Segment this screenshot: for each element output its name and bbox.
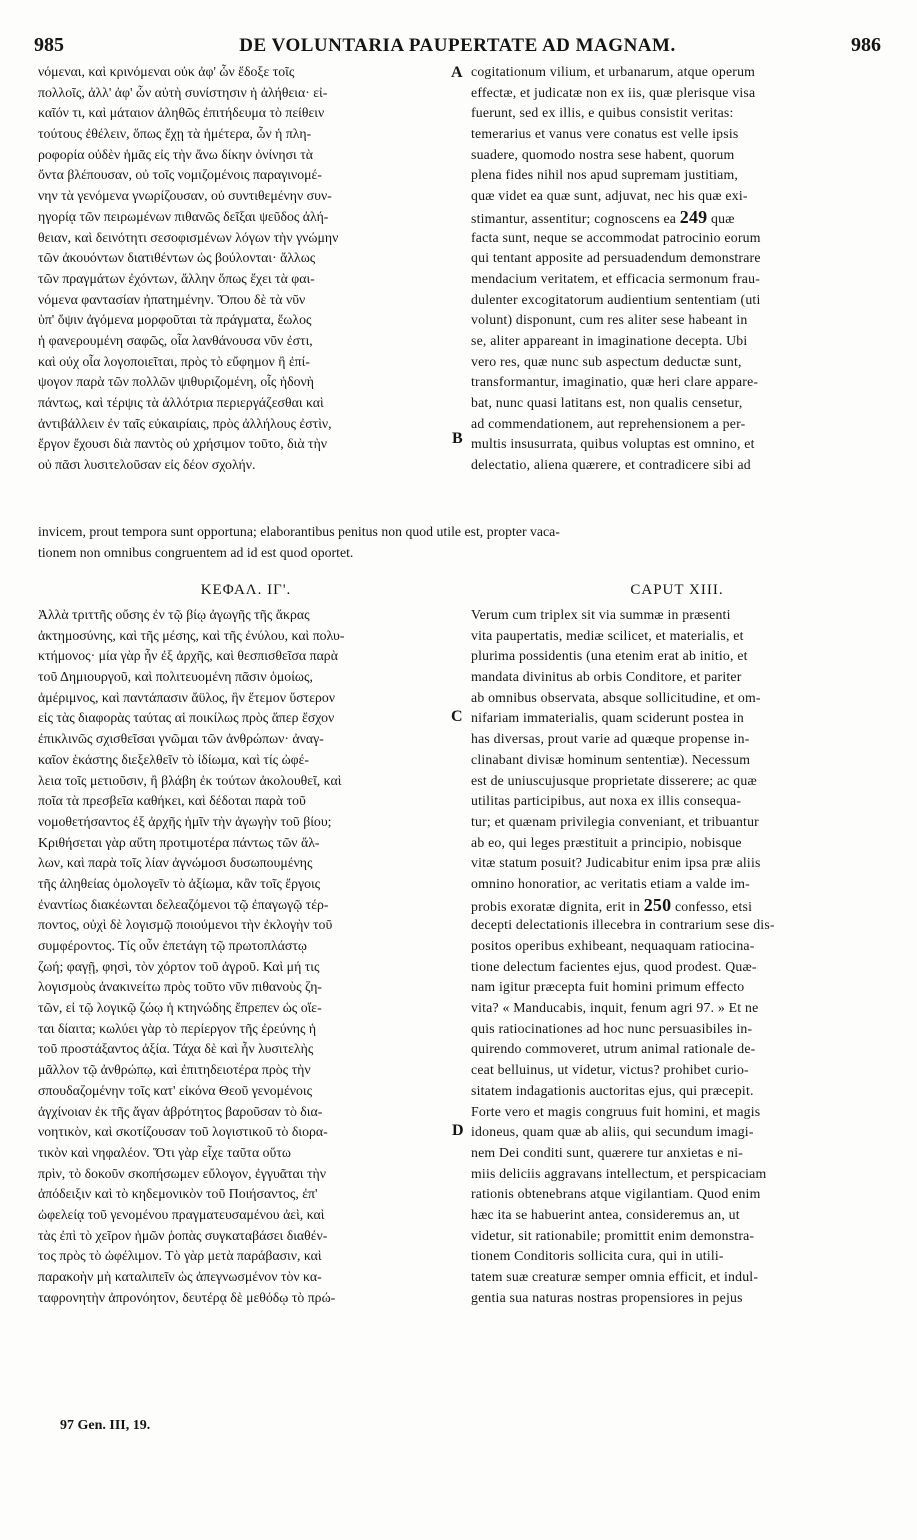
greek-text-line: καῖόν τι, καὶ μάταιον ἀληθῶς ἐπιτήδευμα τὸ πείθειν	[38, 105, 325, 121]
latin-column-top	[471, 62, 883, 522]
latin-text-line: plurima possidentis (una etenim erat ab initio, et	[471, 648, 748, 664]
column-number-250-trailing-text: confesso, etsi	[671, 898, 753, 914]
greek-chapter-caption: ΚΕΦΑΛ. ΙΓ'.	[200, 582, 292, 598]
latin-text-line: gentia sua naturas nostras propensiores in pejus	[471, 1289, 743, 1305]
greek-text-line: κτήμονος· μία γὰρ ἦν ἐξ ἀρχῆς, καὶ θεσπισθεῖσα παρὰ	[38, 648, 338, 664]
running-header	[34, 34, 881, 64]
latin-text-line: probis exoratæ dignita, erit in 250 confesso, etsi	[471, 894, 753, 915]
latin-text-line: tione delectum facientes ejus, quod prodest. Quæ-	[471, 958, 757, 974]
latin-text-line: clinabant divisæ hominum sententiæ). Necessum	[471, 751, 751, 767]
greek-text-line: ἐναντίως διακέωνται δελεαζόμενοι τῷ ἐπαγωγῷ τέρ-	[38, 896, 329, 912]
greek-text-line: ἐπικλινῶς σχισθεῖσαι γνῶμαι τῶν ἀνθρώπων· ἀναγ-	[38, 731, 324, 747]
latin-text-line: tur; et quænam privilegia conveniant, et tribuantur	[471, 813, 759, 829]
greek-text-line: ηγορίᾳ τῶν πειρωμένων πιθανῶς δεῖξαι ψεῦδος ἀλή-	[38, 208, 329, 224]
greek-text-line: καῖον ἑκάστης διεξελθεῖν τὸ ἰδίωμα, καὶ τίς ὠφέ-	[38, 751, 310, 767]
left-page-number: 985	[34, 34, 64, 56]
latin-text-line: dulenter excogitatorum audientium sententiam (uti	[471, 291, 761, 307]
latin-text-line: effectæ, et judicatæ non ex iis, quæ plerisque visa	[471, 84, 756, 100]
greek-column-bottom	[38, 605, 454, 1405]
latin-text-line: facta sunt, neque se accommodat patrocinio eorum	[471, 229, 761, 245]
greek-text-line: λογισμοὺς ἀνακινείτω πρὸς τοῦτο νῦν πιθανοὺς ζη-	[38, 979, 323, 995]
latin-text-line: vero res, quæ nunc sub aspectum deductæ sunt,	[471, 353, 742, 369]
full-width-text-line: tionem non omnibus congruentem ad id est quod oportet.	[38, 545, 354, 560]
latin-text-line: mandata divinitus ab orbis Conditore, et pariter	[471, 669, 742, 685]
greek-text-line: ποντος, οὐχὶ δὲ λογισμῷ ποιούμενοι τὴν ἐκλογὴν τοῦ	[38, 917, 333, 933]
greek-text-line: ροφορία οὐδὲν ἡμᾶς εἰς τὴν ἄνω δίκην ὀνίνησι τὰ	[38, 146, 313, 162]
running-title: DE VOLUNTARIA PAUPERTATE AD MAGNAM.	[239, 35, 676, 56]
greek-text-line: νόμεναι, καὶ κρινόμεναι οὐκ ἀφ' ὧν ἔδοξε τοῖς	[38, 64, 295, 79]
greek-text-line: τῆς ἀληθείας ὁμολογεῖν τὸ ἀξίωμα, κἂν τοῖς ἔργοις	[38, 875, 321, 891]
margin-marker-c: C	[451, 708, 463, 725]
greek-text-line: Κριθήσεται γὰρ αὕτη προτιμοτέρα πάντως τῶν ἄλ-	[38, 834, 320, 850]
latin-chapter-caption: CAPUT XIII.	[630, 582, 724, 598]
latin-text-line: delectatio, aliena quærere, et contradicere sibi ad	[471, 457, 751, 473]
latin-text-line: bat, nunc quasi latitans est, non qualis censetur,	[471, 395, 743, 410]
greek-text-line: τος πρὸς τὸ ὠφέλιμον. Τὸ γὰρ μετὰ παράβασιν, καὶ	[38, 1248, 322, 1264]
latin-text-line: fuerunt, sed ex illis, e quibus consistit veritas:	[471, 105, 734, 121]
latin-text-line: utilitas participibus, aut noxa ex illis consequa-	[471, 793, 742, 809]
latin-text-line: quirendo commoveret, utrum animal rationale de-	[471, 1041, 756, 1057]
latin-text-line: ab omnibus observata, absque sollicitudine, et om-	[471, 689, 761, 705]
greek-text-line: ἀκτημοσύνης, καὶ τῆς μέσης, καὶ τῆς ἐνύλου, καὶ πολυ-	[38, 627, 345, 643]
latin-text-line: ad commendationem, aut reprehensionem a per-	[471, 415, 746, 431]
latin-text-line: nifariam immaterialis, quam sciderunt postea in	[471, 710, 744, 726]
greek-text-line: τικὸν καὶ νηφαλέον. Ὅτι γὰρ εἶχε ταῦτα οὕτω	[38, 1144, 291, 1160]
greek-text-line: ψογον παρὰ τῶν πολλῶν ψιθυριζομένη, οἷς ἡδονὴ	[38, 374, 314, 390]
greek-text-line: ὑπ' ὄψιν ἀγόμενα μορφοῦται τὰ πράγματα, ἕωλος	[38, 312, 312, 328]
greek-text-line: οὐ πᾶσι λυσιτελοῦσαν εἰς δέον σχολήν.	[38, 457, 256, 473]
latin-text-line: tatem suæ creaturæ semper omnia efficit, et indul-	[471, 1269, 759, 1284]
latin-text-line: vita paupertatis, mediæ scilicet, et materialis, et	[471, 627, 744, 643]
greek-text-line: πολλοῖς, ἀλλ' ἀφ' ὧν αὐτὴ συνίστησιν ἡ ἀλήθεια· εἰ-	[38, 84, 328, 100]
latin-text-line: quis ratiocinationes ad hoc nunc persuasibiles in-	[471, 1020, 753, 1036]
latin-text-line: est de uniuscujusque proprietate disserere; ac quæ	[471, 772, 757, 788]
greek-text-line: νοητικὸν, καὶ σκοτίζουσαν τοῦ λογιστικοῦ τὸ διορα-	[38, 1124, 328, 1140]
footnote: 97 Gen. III, 19.	[60, 1418, 151, 1433]
latin-text-line: omnino honoratior, ac veritatis etiam a valde im-	[471, 875, 750, 891]
greek-text-line: ταφρονητὴν ἀπρονόητον, δευτέρᾳ δὲ μεθόδῳ τὸ πρώ-	[38, 1289, 336, 1305]
latin-text-line: has diversas, prout varie ad quæque propense in-	[471, 731, 750, 747]
greek-text-line: ζωή; φαγῇ, φησὶ, τὸν χόρτον τοῦ ἀγροῦ. Καὶ μή τις	[38, 958, 320, 974]
column-number-250: 250	[643, 894, 672, 915]
latin-text-line: Forte vero et magis congruus fuit homini, et magis	[471, 1103, 761, 1119]
greek-text-line: τὰς ἐπὶ τὸ χεῖρον ἡμῶν ῥοπὰς συγκαταβάσει διαθέν-	[38, 1227, 328, 1243]
greek-text-line: παρακοὴν μὴ καταλιπεῖν ὡς ἀπεγνωσμένον τὸν κα-	[38, 1269, 322, 1284]
greek-text-line: ἀπόδειξιν καὶ τὸ κηδεμονικὸν τοῦ Ποιήσαντος, ἐπ'	[38, 1186, 318, 1202]
latin-text-line: stimantur, assentitur; cognoscens ea 249 quæ	[471, 206, 735, 227]
latin-text-line: plena fides nihil nos apud supremam justitiam,	[471, 167, 739, 183]
greek-column-top	[38, 62, 454, 522]
greek-text-line: ἔργον ἔχουσι διὰ παντὸς οὐ χρήσιμον τοῦτο, διὰ τὴν	[38, 436, 328, 452]
latin-text-line: vita? « Manducabis, inquit, fenum agri 97. » Et ne	[471, 1000, 759, 1016]
greek-text-line: λεια τοῖς μετιοῦσιν, ἢ βλάβη ἐκ τούτων ἀκολουθεῖ, καὶ	[38, 772, 342, 788]
greek-text-line: σπουδαζομένην τοῖς κατ' εἰκόνα Θεοῦ γενομένοις	[38, 1082, 313, 1098]
column-number-249: 249	[679, 206, 708, 227]
full-width-continuation	[38, 521, 884, 563]
latin-text-line: positos operibus exhibeant, nequaquam ratiocina-	[471, 938, 755, 953]
latin-text-line: mendacium veritatem, et efficacia sermonum frau-	[471, 270, 760, 286]
latin-text-line: volunt) disponunt, cum res aliter sese habeant in	[471, 312, 748, 328]
full-width-text-line: invicem, prout tempora sunt opportuna; elaborantibus penitus non quod utile est, propter vaca-	[38, 524, 560, 539]
latin-text-line: quæ videt ea quæ sunt, adjuvat, nec his quæ exi-	[471, 188, 748, 204]
greek-text-line: ται δίαιτα; κωλύει γὰρ τὸ περίεργον τῆς ἐρεύνης ἡ	[38, 1020, 317, 1036]
latin-text-line: Verum cum triplex sit via summæ in præsenti	[471, 607, 731, 622]
greek-text-line: λων, καὶ παρὰ τοῖς λίαν ἀγνώμοσι δυσωπουμένης	[38, 855, 313, 871]
latin-text-line: qui tentant apposite ad persuadendum demonstrare	[471, 250, 761, 266]
greek-text-line: νομοθετήσαντος ἐξ ἀρχῆς ἡμῖν τὴν ἀγωγὴν τοῦ βίου;	[38, 813, 332, 829]
latin-text-line: sitatem indagationis auctoritas ejus, qui præcepit.	[471, 1082, 754, 1098]
latin-text-line: transformantur, imaginatio, quæ heri clare appare-	[471, 374, 759, 390]
latin-text-line: videtur, sit rationabile; promittit enim demonstra-	[471, 1227, 755, 1243]
margin-marker-b: B	[452, 430, 463, 447]
latin-text-line: vitæ statum posuit? Judicabitur enim ipsa præ aliis	[471, 855, 761, 871]
greek-text-line: Ἀλλὰ τριττῆς οὔσης ἐν τῷ βίῳ ἀγωγῆς τῆς ἄκρας	[38, 607, 310, 622]
greek-text-line: μᾶλλον τῷ ἀνθρώπῳ, καὶ ἐπιτηδειοτέρα πρὸς τὴν	[38, 1062, 311, 1078]
greek-text-line: ποῖα τὰ πρεσβεῖα καθήκει, καὶ δέδοται παρὰ τοῦ	[38, 793, 306, 809]
greek-text-line: συμφέροντος. Τίς οὖν ἐπετάγη τῷ πρωτοπλάστῳ	[38, 938, 307, 953]
greek-text-line: τούτους ἐθέλειν, ὅπως ἔχῃ τὰ ἡμέτερα, ὧν ἡ πλη-	[38, 126, 312, 142]
column-number-249-trailing-text: quæ	[707, 210, 735, 226]
margin-marker-a: A	[451, 64, 463, 81]
greek-text-line: εἰς τὰς διαφορὰς ταύτας αἱ ποικίλως πρὸς ἅπερ ἔσχον	[38, 710, 335, 726]
latin-text-line: hæc ita se habuerint antea, consideremus an, ut	[471, 1206, 740, 1222]
greek-text-line: ἀμέριμνος, καὶ παντάπασιν ἄϋλος, ἣν ἕτεμον ὕστερον	[38, 689, 336, 705]
latin-text-line: cogitationum vilium, et urbanarum, atque operum	[471, 64, 756, 79]
latin-text-line: temerarius et vanus vere conatus est velle ipsis	[471, 126, 739, 142]
greek-text-line: νόμενα φαντασίαν ἠπατημένην. Ὅπου δὲ τὰ νῦν	[38, 291, 306, 307]
margin-marker-d: D	[452, 1122, 464, 1139]
greek-text-line: ἀγχίνοιαν ἐκ τῆς ἄγαν ἁβρότητος βαροῦσαν τὸ δια-	[38, 1103, 323, 1119]
greek-text-line: ἡ φανερουμένη σαφῶς, οἷα λανθάνουσα νῦν ἐστι,	[38, 332, 313, 348]
greek-text-line: τοῦ Δημιουργοῦ, καὶ πολιτευομένη πᾶσιν ὁμοίως,	[38, 669, 313, 685]
greek-text-line: πρὶν, τὸ δοκοῦν σκοπήσωμεν εὔλογον, ἐγγυᾶται τὴν	[38, 1165, 326, 1181]
latin-text-line: decepti delectationis illecebra in contrarium sese dis-	[471, 917, 775, 933]
latin-text-line: ceat belluinus, ut videtur, victus? prohibet curio-	[471, 1062, 749, 1078]
greek-text-line: τῶν πραγμάτων ἐχόντων, ἄλλην ὅπως ἔχει τὰ φαι-	[38, 270, 315, 286]
greek-text-line: τοῦ προστάξαντος ἀξία. Τάχα δὲ καὶ ἦν λυσιτελὴς	[38, 1041, 314, 1057]
latin-text-line: idoneus, quam quæ ab aliis, qui secundum imagi-	[471, 1124, 754, 1140]
greek-text-line: πάντως, καὶ τέρψις τὰ ἀλλότρια περιεργάζεσθαι καὶ	[38, 395, 324, 410]
latin-text-line: rationis obtenebrans atque vigilantiam. Quod enim	[471, 1186, 761, 1202]
latin-column-bottom	[471, 605, 883, 1405]
latin-text-line: nam igitur præcepta fuit homini primum effecto	[471, 979, 745, 995]
greek-text-line: νην τὰ γενόμενα γνωρίζουσαν, οὐ συντιθεμένην συν-	[38, 188, 332, 204]
greek-text-line: ὠφελείᾳ τοῦ γενομένου πραγματευσαμένου ἀεὶ, καὶ	[38, 1206, 325, 1222]
latin-text-line: se, aliter appareant in imaginatione decepta. Ubi	[471, 332, 748, 348]
greek-text-line: τῶν, εἰ τῷ λογικῷ ζώῳ ἡ κτηνώδης ἔπρεπεν ὡς οἴε-	[38, 1000, 322, 1016]
latin-text-line: multis insusurrata, quibus voluptas est omnino, et	[471, 436, 755, 452]
latin-text-line: miis deliciis aggravans intellectum, et perspicaciam	[471, 1165, 767, 1181]
latin-text-line: nem Dei conditi sunt, quærere tur anxietas e ni-	[471, 1144, 744, 1160]
greek-text-line: τῶν ἀκουόντων διατιθέντων ὡς βούλονται· ἄλλως	[38, 250, 316, 266]
greek-text-line: καὶ οὐχ οἷα λογοποιεῖται, πρὸς τὸ εὔφημον ἢ ἐπί-	[38, 353, 310, 369]
greek-text-line: ἀντιβάλλειν ἐν ταῖς εὐκαιρίαις, πρὸς ἀλλήλους ἐστὶν,	[38, 415, 332, 431]
greek-text-line: ὄντα βλέπουσαν, οὐ τοῖς νομιζομένοις παραγινομέ-	[38, 167, 322, 183]
latin-text-line: ab eo, qui leges præstituit a principio, nobisque	[471, 834, 742, 850]
latin-text-line: suadere, quomodo nostra sese habent, quorum	[471, 146, 735, 162]
right-page-number: 986	[851, 34, 881, 56]
latin-text-line: tionem Conditoris sollicita cura, qui in utili-	[471, 1248, 724, 1264]
greek-text-line: θειαν, καὶ δεινότητι σεσοφισμένων λόγων τὴν γνώμην	[38, 229, 339, 245]
